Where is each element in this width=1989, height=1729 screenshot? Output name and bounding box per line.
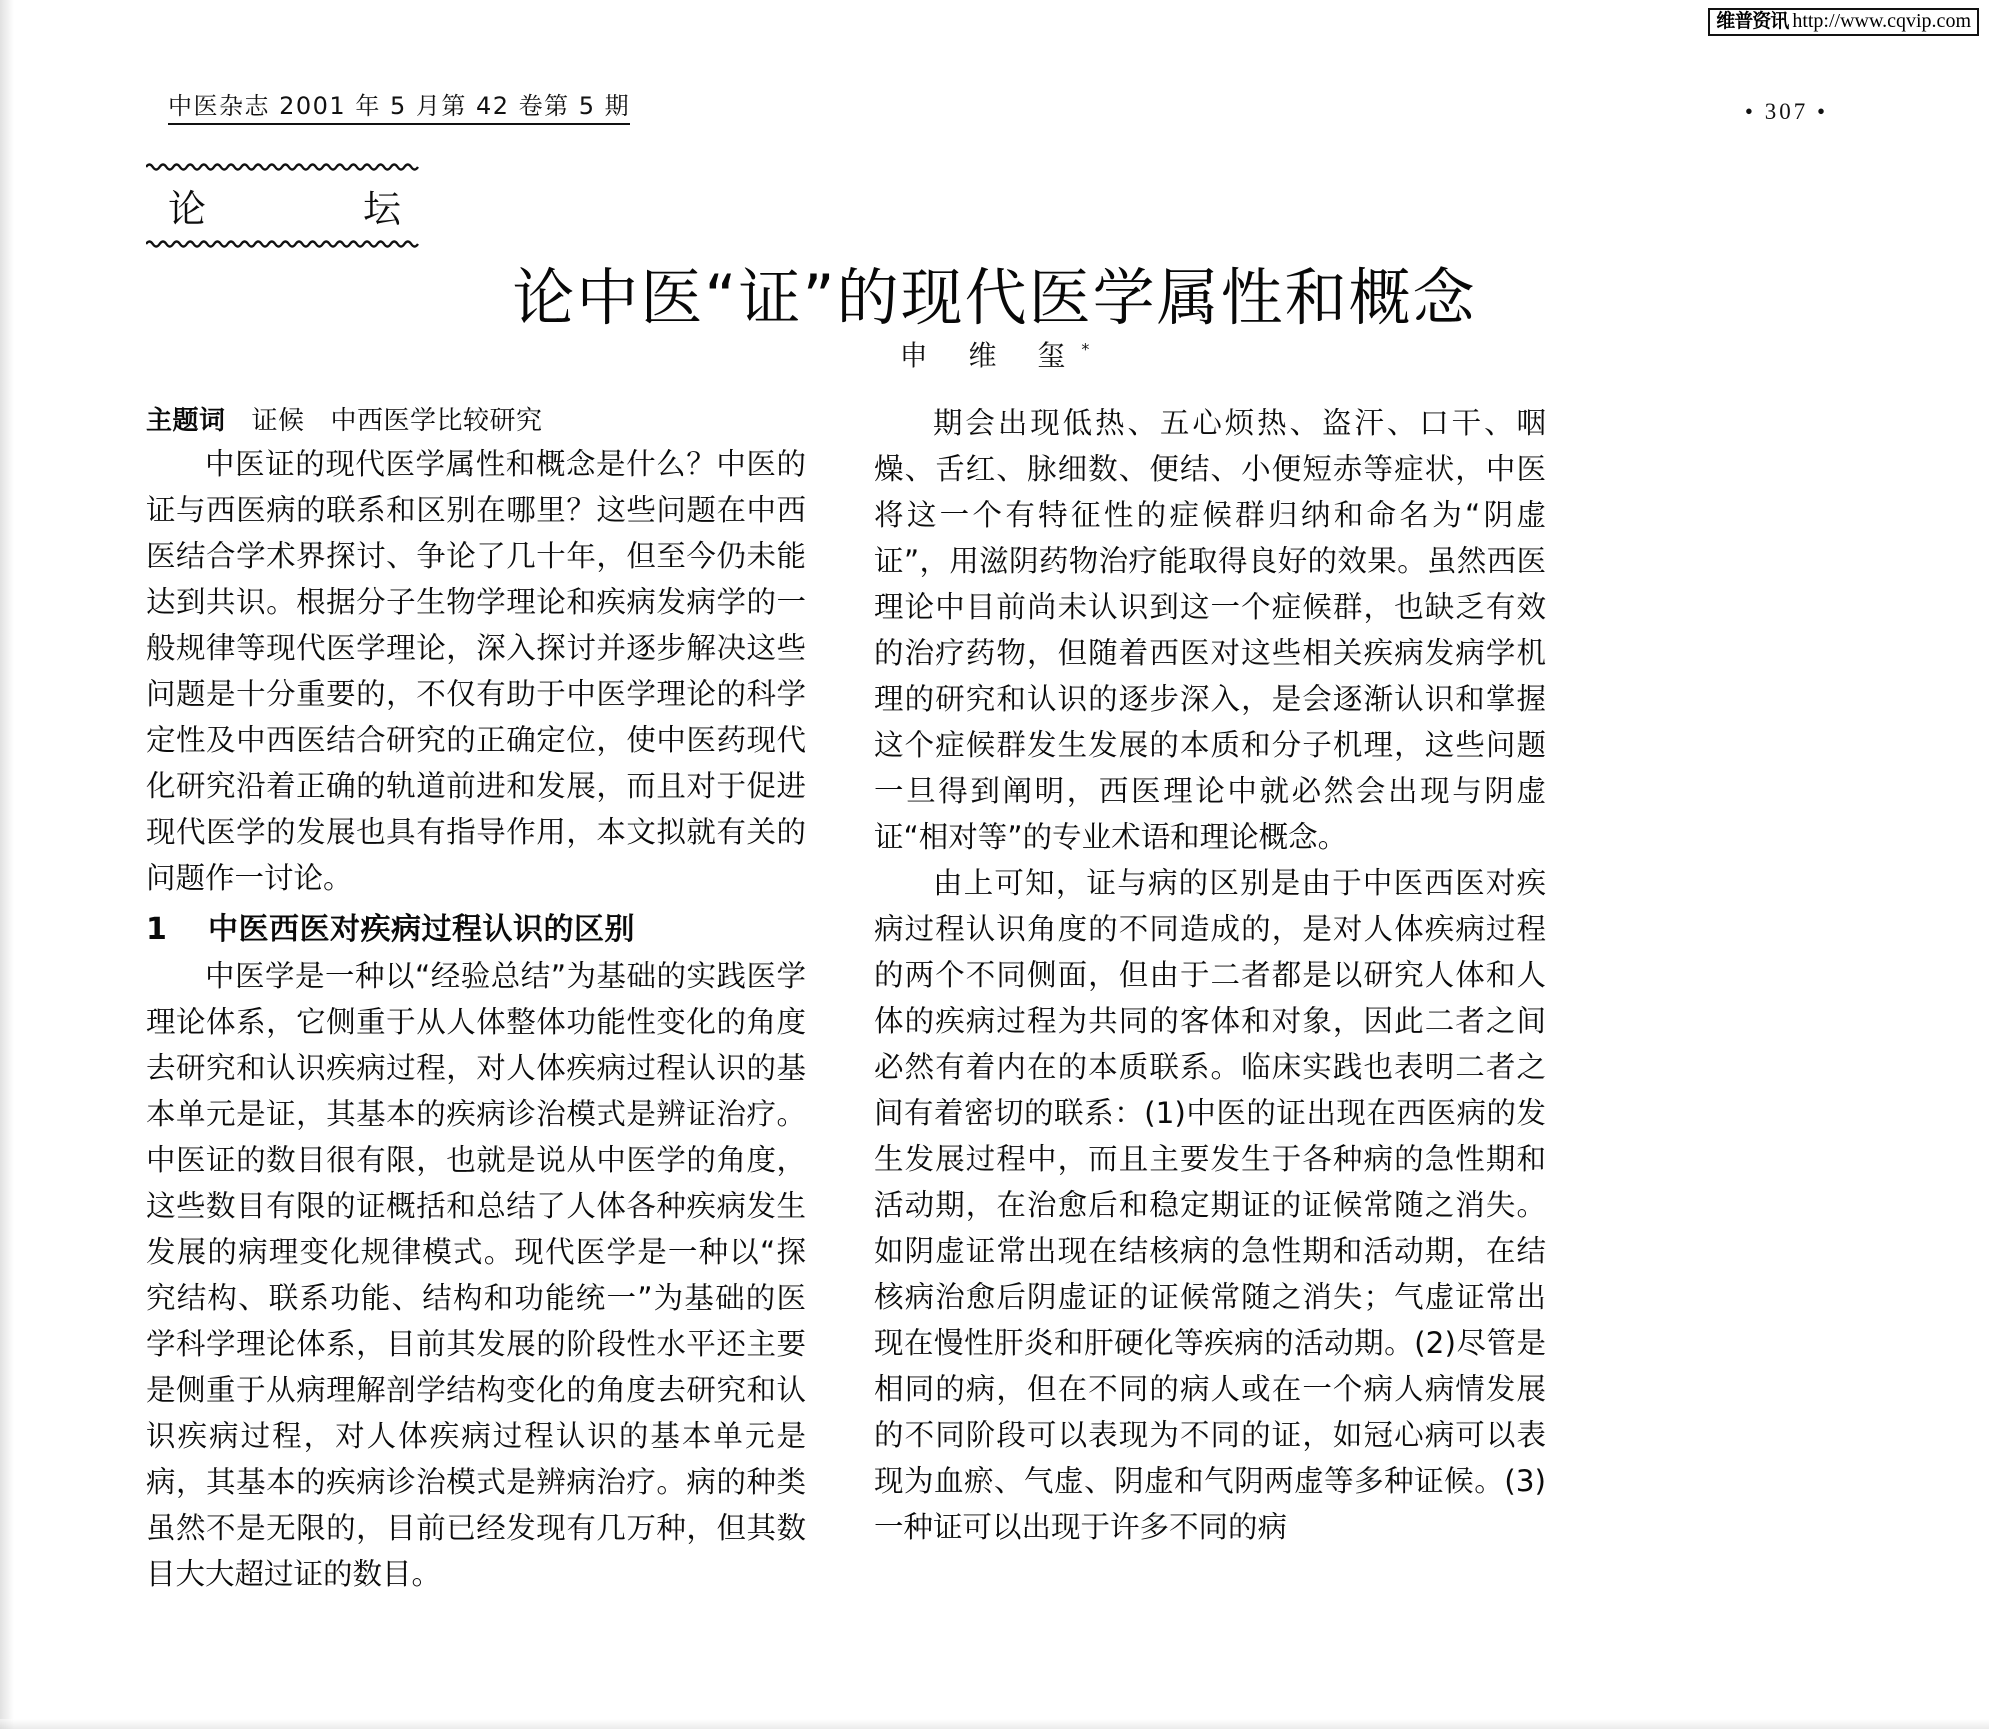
watermark-publisher-label: 维普资讯 — [1716, 10, 1789, 32]
section-heading-1-title: 中医西医对疾病过程认识的区别 — [208, 912, 635, 947]
left-paragraph-1: 中医证的现代医学属性和概念是什么？中医的证与西医病的联系和区别在哪里？这些问题在中西医结合学术界探讨、争论了几十年，但至今仍未能达到共识。根据分子生物学理论和疾病发病学的一般规律等现代医学理论，深入探讨并逐步解决这些问题是十分重要的，不仅有助于中医学理论的科学定性及中西医结合研究的正确定位，使中医药现代化研究沿着正确的轨道前进和发展，而且对于促进现代医学的发展也具有指导作用，本文拟就有关的问题作一讨论。 — [146, 447, 806, 895]
wavy-rule-top — [146, 160, 419, 172]
section-heading-1-number: 1 — [146, 912, 168, 947]
article-title: 论中医“证”的现代医学属性和概念 — [512, 261, 1477, 334]
cqvip-watermark — [1708, 8, 1979, 36]
keywords-label: 主题词 — [146, 406, 226, 436]
section-heading-1 — [146, 907, 806, 953]
journal-issue-line: 中医杂志 2001 年 5 月第 42 卷第 5 期 — [168, 86, 630, 125]
running-head — [168, 86, 1828, 125]
column-left — [146, 400, 806, 1597]
keyword-term-1: 证候 — [251, 406, 305, 436]
keywords-line — [146, 400, 806, 437]
page-number: • 307 • — [1744, 99, 1828, 124]
left-paragraph-2: 中医学是一种以“经验总结”为基础的实践医学理论体系，它侧重于从人体整体功能性变化的角度去研究和认识疾病过程，对人体疾病过程认识的基本单元是证，其基本的疾病诊治模式是辨证治疗。中医证的数目很有限，也就是说从中医学的角度，这些数目有限的证概括和总结了人体各种疾病发生发展的病理变化规律模式。现代医学是一种以“探究结构、联系功能、结构和功能统一”为基础的医学科学理论体系，目前其发展的阶段性水平还主要是侧重于从病理解剖学结构变化的角度去研究和认识疾病过程，对人体疾病过程认识的基本单元是病，其基本的疾病诊治模式是辨病治疗。病的种类虽然不是无限的，目前已经发现有几万种，但其数目大大超过证的数目。 — [146, 959, 806, 1591]
author-footnote-marker: * — [1081, 339, 1090, 359]
scan-edge-shading-bottom — [0, 1719, 1989, 1729]
column-right — [874, 400, 1546, 1597]
forum-section-title — [146, 172, 419, 239]
forum-title-char-2: 坛 — [362, 187, 401, 231]
body-columns — [146, 400, 1846, 1597]
keyword-term-2: 中西医学比较研究 — [330, 406, 543, 436]
forum-section-banner — [146, 160, 419, 251]
author-name: 申 维 玺 — [899, 339, 1082, 372]
right-paragraph-1: 期会出现低热、五心烦热、盗汗、口干、咽燥、舌红、脉细数、便结、小便短赤等症状，中医将这一个有特征性的症候群归纳和命名为“阴虚证”，用滋阴药物治疗能取得良好的效果。虽然西医理论中目前尚未认识到这一个症候群，也缺乏有效的治疗药物，但随着西医对这些相关疾病发病学机理的研究和认识的逐步深入，是会逐渐认识和掌握这个症候群发生发展的本质和分子机理，这些问题一旦得到阐明，西医理论中就必然会出现与阴虚证“相对等”的专业术语和理论概念。 — [874, 406, 1546, 854]
watermark-url: http://www.cqvip.com — [1792, 10, 1971, 32]
article-byline — [0, 334, 1989, 374]
right-paragraph-2: 由上可知，证与病的区别是由于中医西医对疾病过程认识角度的不同造成的，是对人体疾病过程的两个不同侧面，但由于二者都是以研究人体和人体的疾病过程为共同的客体和对象，因此二者之间必然有着内在的本质联系。临床实践也表明二者之间有着密切的联系：(1)中医的证出现在西医病的发生发展过程中，而且主要发生于各种病的急性期和活动期，在治愈后和稳定期证的证候常随之消失。如阴虚证常出现在结核病的急性期和活动期，在结核病治愈后阴虚证的证候常随之消失；气虚证常出现在慢性肝炎和肝硬化等疾病的活动期。(2)尽管是相同的病，但在不同的病人或在一个病人病情发展的不同阶段可以表现为不同的证，如冠心病可以表现为血瘀、气虚、阴虚和气阴两虚等多种证候。(3)一种证可以出现于许多不同的病 — [874, 866, 1546, 1544]
forum-title-char-1: 论 — [168, 187, 207, 231]
